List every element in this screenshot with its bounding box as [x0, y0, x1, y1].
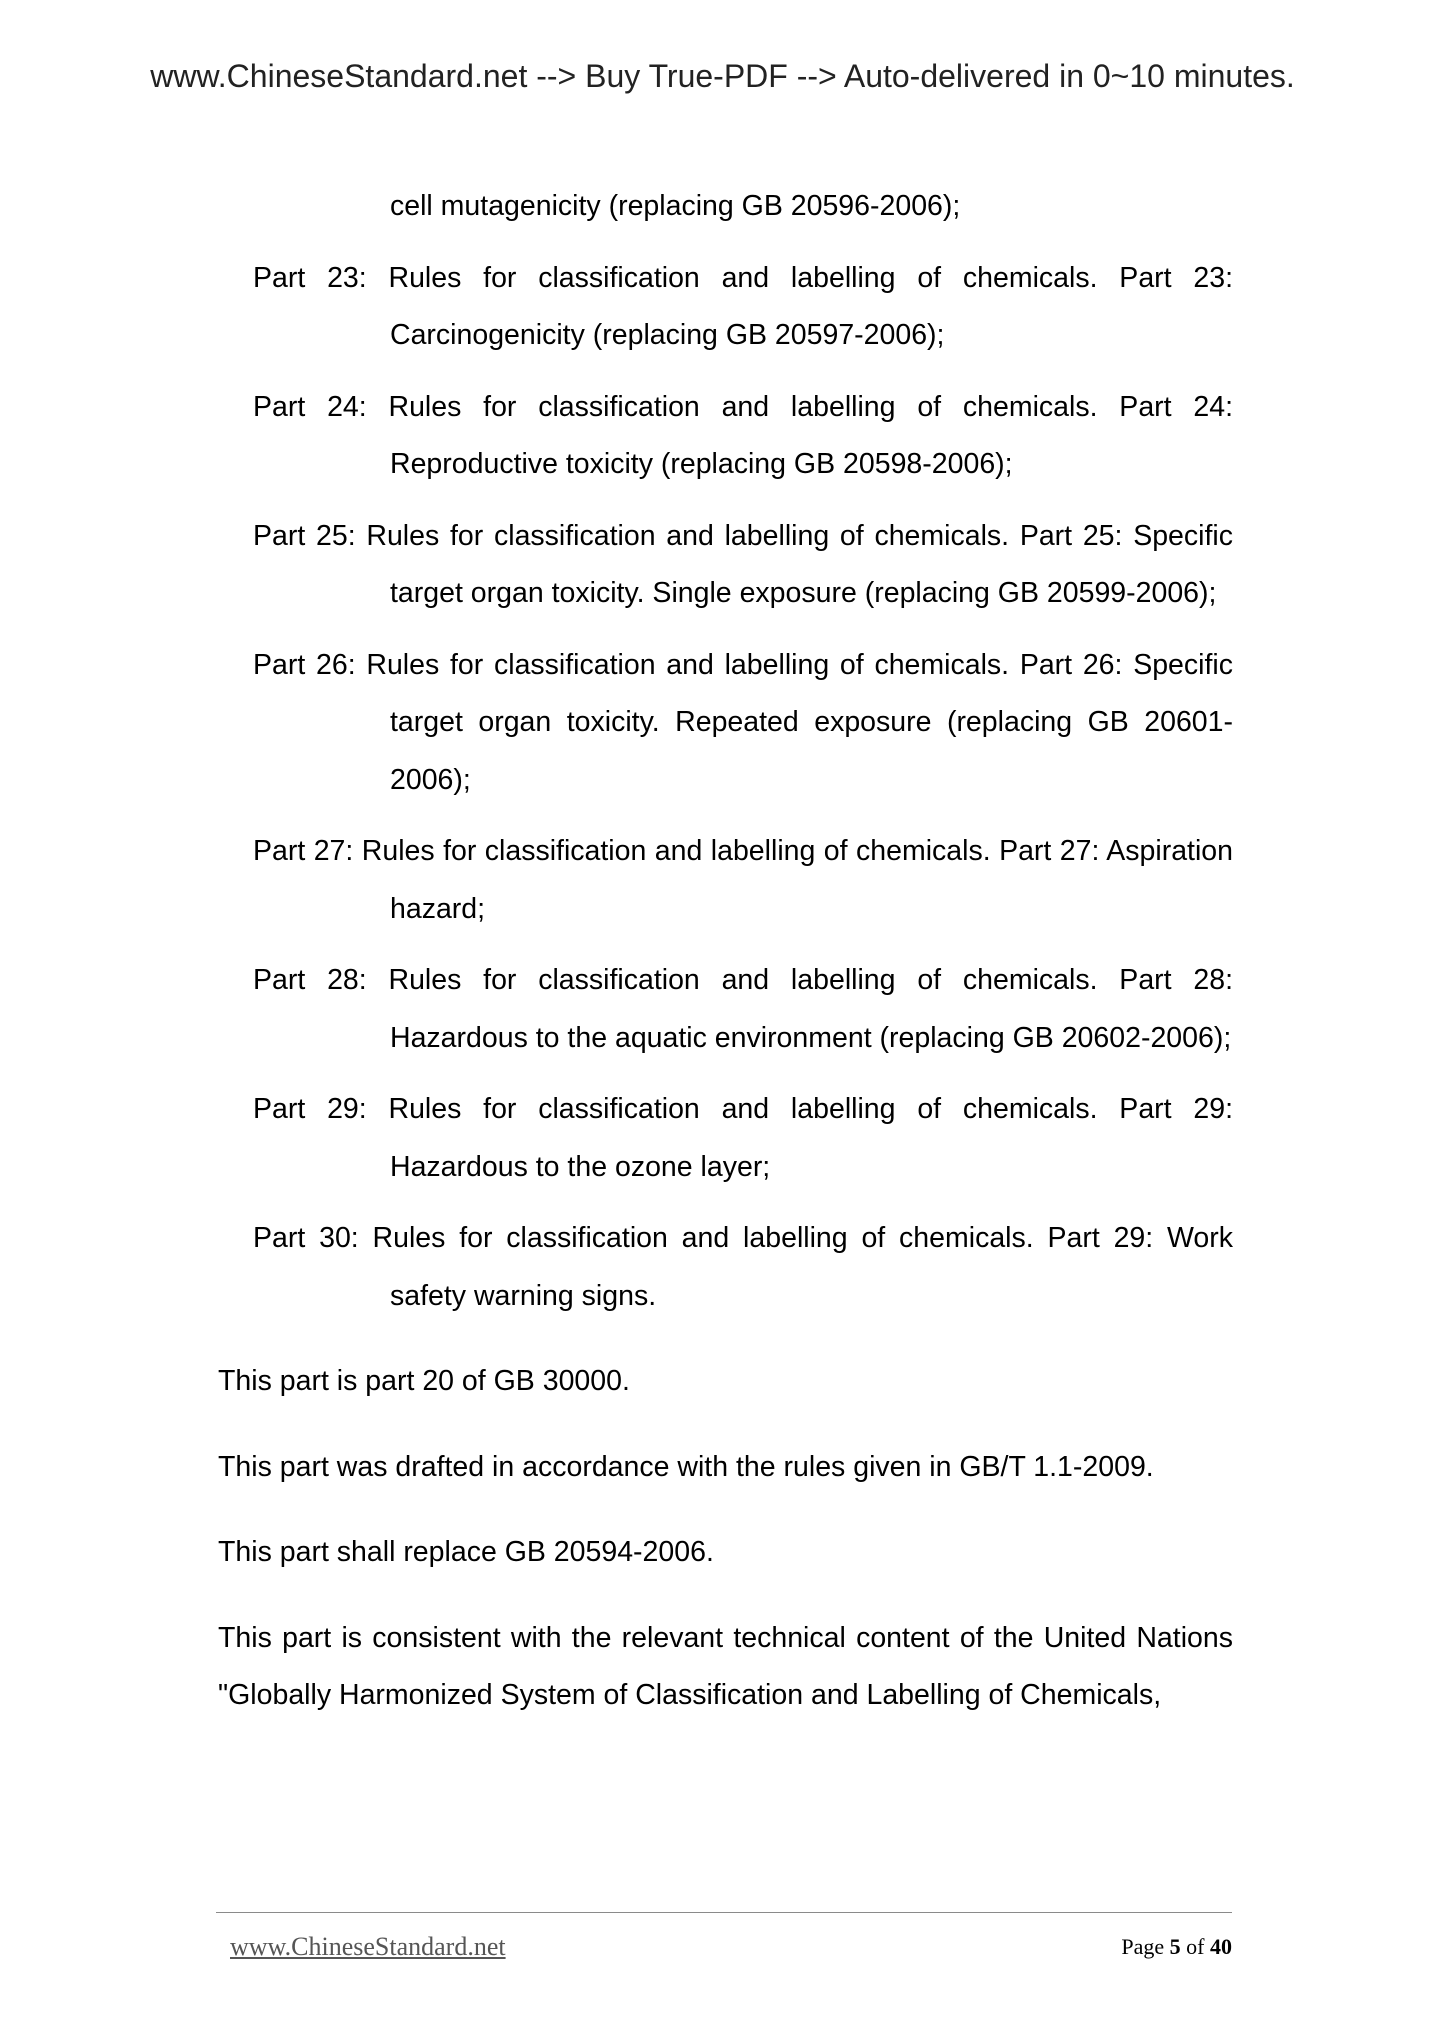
page-number [1121, 1934, 1232, 1960]
page-total: 40 [1210, 1934, 1232, 1959]
part-29-entry: Part 29: Rules for classification and labelling of chemicals. Part 29: Hazardous to the ozone layer; [253, 1093, 1233, 1183]
page-current: 5 [1169, 1934, 1181, 1959]
part-27-entry: Part 27: Rules for classification and labelling of chemicals. Part 27: Aspiration hazard; [253, 835, 1233, 925]
part-26-entry: Part 26: Rules for classification and labelling of chemicals. Part 26: Specific target organ toxicity. Repeated exposure (replacing GB 20601-2006); [253, 648, 1233, 796]
of-word: of [1186, 1934, 1205, 1959]
paragraph-part-number: This part is part 20 of GB 30000. [218, 1365, 630, 1397]
document-body [218, 178, 1233, 1725]
part-28-entry: Part 28: Rules for classification and labelling of chemicals. Part 28: Hazardous to the aquatic environment (replacing GB 20602-2006); [253, 964, 1233, 1054]
part-24-entry: Part 24: Rules for classification and labelling of chemicals. Part 24: Reproductive toxicity (replacing GB 20598-2006); [253, 390, 1233, 480]
top-banner: www.ChineseStandard.net --> Buy True-PDF --> Auto-delivered in 0~10 minutes. [150, 58, 1295, 94]
paragraph-drafting-rules: This part was drafted in accordance with the rules given in GB/T 1.1-2009. [218, 1450, 1154, 1483]
part-25-entry: Part 25: Rules for classification and labelling of chemicals. Part 25: Specific target organ toxicity. Single exposure (replacing GB 20599-2006); [253, 519, 1233, 609]
paragraph-consistency: This part is consistent with the relevant technical content of the United Nations "Globally Harmonized System of Classification and Labelling of Chemicals, [218, 1621, 1233, 1711]
continuation-line: cell mutagenicity (replacing GB 20596-2006); [390, 190, 961, 222]
footer-divider [216, 1912, 1232, 1913]
part-23-entry: Part 23: Rules for classification and labelling of chemicals. Part 23: Carcinogenicity (replacing GB 20597-2006); [253, 261, 1233, 351]
paragraph-replacement: This part shall replace GB 20594-2006. [218, 1536, 714, 1568]
page-word: Page [1121, 1934, 1165, 1959]
footer-site-link[interactable]: www.ChineseStandard.net [230, 1932, 506, 1961]
part-30-entry: Part 30: Rules for classification and labelling of chemicals. Part 29: Work safety warning signs. [253, 1222, 1233, 1312]
